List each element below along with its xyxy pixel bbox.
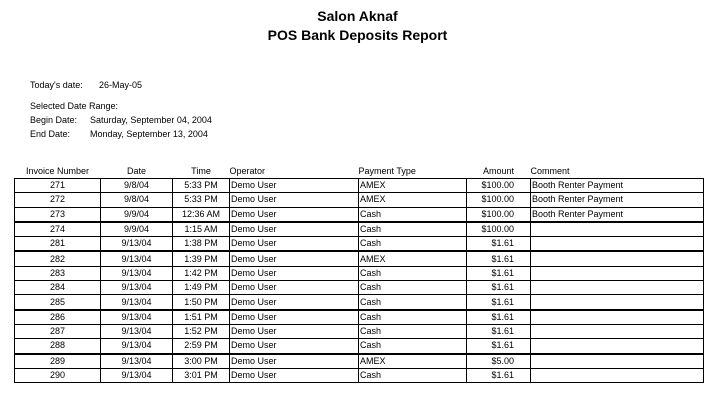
invoice-number-cell: 287: [15, 324, 101, 338]
operator-cell: Demo User: [230, 339, 359, 354]
payment-type-cell: AMEX: [359, 179, 467, 193]
date-cell: 9/13/04: [101, 295, 173, 310]
header-date: Date: [126, 166, 146, 176]
comment-cell: [531, 222, 704, 237]
amount-cell: $100.00: [467, 222, 531, 237]
todays-date-value: 26-May-05: [99, 80, 143, 90]
time-cell: 1:15 AM: [173, 222, 230, 237]
comment-cell: [531, 251, 704, 266]
table-row: [15, 237, 704, 252]
payment-type-cell: Cash: [359, 324, 467, 338]
payment-type-cell: Cash: [359, 281, 467, 295]
begin-date-value: Saturday, September 04, 2004: [90, 115, 212, 125]
table-row: [15, 266, 704, 280]
invoice-number-cell: 273: [15, 207, 101, 222]
invoice-number-cell: 282: [15, 251, 101, 266]
time-cell: 5:33 PM: [173, 179, 230, 193]
end-date-label: End Date:: [30, 129, 71, 139]
amount-cell: $1.61: [467, 310, 531, 325]
payment-type-cell: AMEX: [359, 354, 467, 369]
amount-cell: $100.00: [467, 193, 531, 207]
date-cell: 9/13/04: [101, 324, 173, 338]
operator-cell: Demo User: [230, 324, 359, 338]
table-row: [15, 310, 704, 325]
comment-cell: Booth Renter Payment: [531, 179, 704, 193]
payment-type-cell: AMEX: [359, 193, 467, 207]
date-cell: 9/13/04: [101, 368, 173, 382]
amount-cell: $1.61: [467, 251, 531, 266]
company-name: Salon Aknaf: [317, 8, 398, 24]
comment-cell: [531, 237, 704, 252]
header-comment: Comment: [530, 166, 570, 176]
amount-cell: $1.61: [467, 295, 531, 310]
date-cell: 9/13/04: [101, 354, 173, 369]
table-row: [15, 179, 704, 193]
payment-type-cell: Cash: [359, 266, 467, 280]
date-cell: 9/8/04: [101, 179, 173, 193]
table-row: [15, 207, 704, 222]
operator-cell: Demo User: [230, 295, 359, 310]
date-cell: 9/9/04: [101, 222, 173, 237]
table-row: [15, 251, 704, 266]
time-cell: 3:00 PM: [173, 354, 230, 369]
table-row: [15, 324, 704, 338]
operator-cell: Demo User: [230, 237, 359, 252]
operator-cell: Demo User: [230, 222, 359, 237]
table-row: [15, 295, 704, 310]
invoice-number-cell: 271: [15, 179, 101, 193]
invoice-number-cell: 283: [15, 266, 101, 280]
time-cell: 1:50 PM: [173, 295, 230, 310]
table-row: [15, 339, 704, 354]
date-cell: 9/13/04: [101, 310, 173, 325]
invoice-number-cell: 272: [15, 193, 101, 207]
time-cell: 1:52 PM: [173, 324, 230, 338]
table-row: [15, 354, 704, 369]
time-cell: 3:01 PM: [173, 368, 230, 382]
header-invoice-number: Invoice Number: [25, 166, 90, 176]
table-header-row: [15, 165, 704, 179]
invoice-number-cell: 285: [15, 295, 101, 310]
time-cell: 1:42 PM: [173, 266, 230, 280]
comment-cell: [531, 266, 704, 280]
payment-type-cell: AMEX: [359, 251, 467, 266]
invoice-number-cell: 286: [15, 310, 101, 325]
time-cell: 1:49 PM: [173, 281, 230, 295]
selected-range-label: Selected Date Range:: [30, 101, 119, 111]
comment-cell: [531, 324, 704, 338]
amount-cell: $1.61: [467, 237, 531, 252]
date-cell: 9/13/04: [101, 266, 173, 280]
report-title: POS Bank Deposits Report: [267, 27, 448, 43]
time-cell: 12:36 AM: [173, 207, 230, 222]
amount-cell: $5.00: [467, 354, 531, 369]
time-cell: 5:33 PM: [173, 193, 230, 207]
payment-type-cell: Cash: [359, 368, 467, 382]
date-cell: 9/13/04: [101, 339, 173, 354]
comment-cell: [531, 310, 704, 325]
amount-cell: $1.61: [467, 324, 531, 338]
operator-cell: Demo User: [230, 207, 359, 222]
header-operator: Operator: [229, 166, 266, 176]
payment-type-cell: Cash: [359, 295, 467, 310]
amount-cell: $1.61: [467, 266, 531, 280]
comment-cell: [531, 368, 704, 382]
invoice-number-cell: 290: [15, 368, 101, 382]
invoice-number-cell: 284: [15, 281, 101, 295]
date-cell: 9/9/04: [101, 207, 173, 222]
operator-cell: Demo User: [230, 310, 359, 325]
date-cell: 9/8/04: [101, 193, 173, 207]
operator-cell: Demo User: [230, 368, 359, 382]
operator-cell: Demo User: [230, 354, 359, 369]
date-cell: 9/13/04: [101, 251, 173, 266]
amount-cell: $1.61: [467, 368, 531, 382]
invoice-number-cell: 281: [15, 237, 101, 252]
deposits-table: [14, 165, 704, 383]
todays-date-label: Today's date:: [30, 80, 83, 90]
operator-cell: Demo User: [230, 193, 359, 207]
amount-cell: $1.61: [467, 281, 531, 295]
amount-cell: $1.61: [467, 339, 531, 354]
payment-type-cell: Cash: [359, 207, 467, 222]
table-row: [15, 222, 704, 237]
date-cell: 9/13/04: [101, 281, 173, 295]
comment-cell: [531, 281, 704, 295]
invoice-number-cell: 274: [15, 222, 101, 237]
operator-cell: Demo User: [230, 179, 359, 193]
date-cell: 9/13/04: [101, 237, 173, 252]
begin-date-label: Begin Date:: [30, 115, 78, 125]
invoice-number-cell: 289: [15, 354, 101, 369]
table-row: [15, 281, 704, 295]
comment-cell: Booth Renter Payment: [531, 207, 704, 222]
comment-cell: [531, 354, 704, 369]
header-amount: Amount: [482, 166, 515, 176]
table-row: [15, 193, 704, 207]
header-time: Time: [191, 166, 211, 176]
header-payment-type: Payment Type: [358, 166, 416, 176]
payment-type-cell: Cash: [359, 339, 467, 354]
time-cell: 1:51 PM: [173, 310, 230, 325]
comment-cell: [531, 295, 704, 310]
payment-type-cell: Cash: [359, 237, 467, 252]
table-row: [15, 368, 704, 382]
comment-cell: Booth Renter Payment: [531, 193, 704, 207]
operator-cell: Demo User: [230, 266, 359, 280]
operator-cell: Demo User: [230, 251, 359, 266]
time-cell: 2:59 PM: [173, 339, 230, 354]
time-cell: 1:38 PM: [173, 237, 230, 252]
end-date-value: Monday, September 13, 2004: [90, 129, 208, 139]
amount-cell: $100.00: [467, 179, 531, 193]
operator-cell: Demo User: [230, 281, 359, 295]
payment-type-cell: Cash: [359, 222, 467, 237]
invoice-number-cell: 288: [15, 339, 101, 354]
amount-cell: $100.00: [467, 207, 531, 222]
payment-type-cell: Cash: [359, 310, 467, 325]
comment-cell: [531, 339, 704, 354]
time-cell: 1:39 PM: [173, 251, 230, 266]
